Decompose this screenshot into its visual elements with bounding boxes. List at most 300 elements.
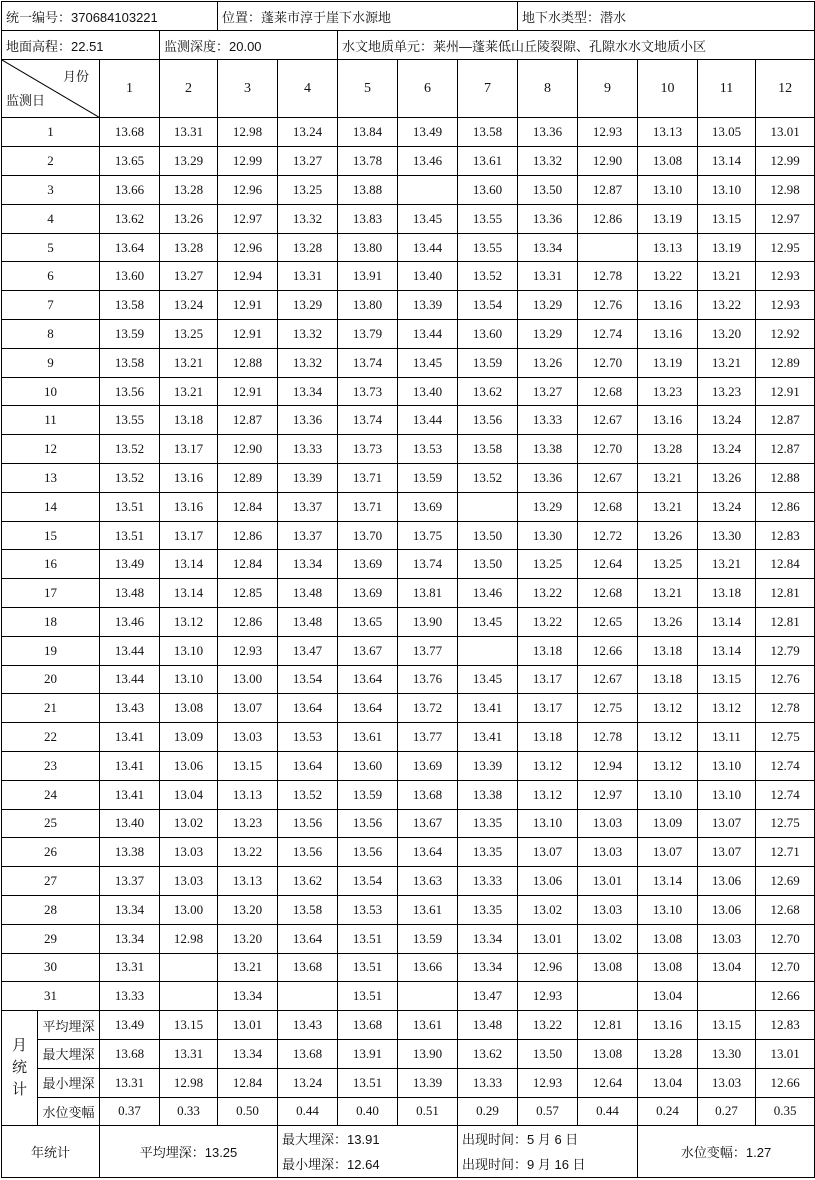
stats-group-char: 计 [11, 1081, 27, 1099]
stats-value-cell: 13.39 [398, 1068, 458, 1097]
depth-value-cell: 13.34 [100, 895, 160, 924]
stats-value-cell: 0.57 [518, 1097, 578, 1126]
depth-value-cell: 13.24 [698, 435, 756, 464]
depth-value-cell: 13.55 [458, 204, 518, 233]
table-row [2, 492, 815, 521]
depth-value-cell: 13.64 [100, 233, 160, 262]
depth-value-cell: 12.64 [578, 550, 638, 579]
depth-value-cell: 13.65 [338, 608, 398, 637]
header-row-2 [2, 31, 815, 60]
depth-value-cell: 13.20 [218, 895, 278, 924]
depth-value-cell: 12.92 [756, 320, 815, 349]
table-row [2, 377, 815, 406]
depth-value-cell: 13.80 [338, 233, 398, 262]
depth-value-cell: 13.03 [218, 723, 278, 752]
day-number: 26 [2, 838, 100, 867]
stats-value-cell: 13.31 [100, 1068, 160, 1097]
stats-value-cell: 0.35 [756, 1097, 815, 1126]
depth-value-cell: 13.16 [638, 320, 698, 349]
depth-value-cell: 13.08 [160, 694, 218, 723]
table-row [2, 924, 815, 953]
depth-value-cell: 13.19 [698, 233, 756, 262]
corner-header [2, 60, 100, 118]
depth-value-cell: 13.54 [278, 665, 338, 694]
depth-value-cell: 12.74 [756, 780, 815, 809]
depth-value-cell: 13.64 [278, 924, 338, 953]
depth-value-cell: 13.06 [160, 751, 218, 780]
depth-value-cell: 12.97 [756, 204, 815, 233]
stats-value-cell: 13.68 [100, 1039, 160, 1068]
stats-value-cell: 13.15 [160, 1011, 218, 1040]
depth-value-cell: 13.53 [398, 435, 458, 464]
depth-value-cell: 13.03 [160, 867, 218, 896]
depth-value-cell: 13.68 [100, 118, 160, 147]
depth-value-cell: 12.90 [578, 147, 638, 176]
day-number: 25 [2, 809, 100, 838]
depth-value-cell: 13.27 [518, 377, 578, 406]
depth-value-cell: 13.56 [278, 838, 338, 867]
depth-value-cell: 12.89 [218, 464, 278, 493]
depth-value-cell: 12.76 [578, 291, 638, 320]
depth-value-cell: 13.64 [338, 665, 398, 694]
depth-value-cell: 13.70 [338, 521, 398, 550]
depth-value-cell [278, 982, 338, 1011]
depth-value-cell: 13.36 [518, 118, 578, 147]
depth-value-cell: 13.29 [518, 291, 578, 320]
depth-value-cell: 13.14 [698, 636, 756, 665]
depth-value-cell: 13.12 [518, 780, 578, 809]
depth-value-cell: 13.17 [518, 665, 578, 694]
depth-value-cell: 13.51 [338, 953, 398, 982]
annual-stats-label: 年统计 [2, 1126, 100, 1178]
depth-value-cell: 13.21 [160, 348, 218, 377]
depth-value-cell: 13.50 [458, 521, 518, 550]
depth-value-cell: 13.23 [638, 377, 698, 406]
depth-value-cell: 13.18 [518, 723, 578, 752]
depth-value-cell [578, 982, 638, 1011]
depth-value-cell: 13.21 [160, 377, 218, 406]
depth-value-cell: 13.36 [278, 406, 338, 435]
depth-value-cell: 13.77 [398, 723, 458, 752]
depth-value-cell: 13.33 [100, 982, 160, 1011]
depth-value-cell: 13.16 [638, 291, 698, 320]
depth-value-cell: 13.13 [638, 118, 698, 147]
depth-value-cell: 13.12 [638, 694, 698, 723]
depth-value-cell: 12.94 [218, 262, 278, 291]
hydrogeologic-unit-label: 水文地质单元：莱州—蓬莱低山丘陵裂隙、孔隙水水文地质小区 [338, 31, 815, 60]
depth-value-cell: 13.55 [100, 406, 160, 435]
depth-value-cell: 13.39 [278, 464, 338, 493]
day-number: 24 [2, 780, 100, 809]
depth-value-cell: 13.59 [398, 464, 458, 493]
depth-value-cell: 13.16 [638, 406, 698, 435]
stats-value-cell: 13.03 [698, 1068, 756, 1097]
depth-value-cell: 13.38 [100, 838, 160, 867]
annual-max-depth: 最大埋深：13.91 [282, 1131, 380, 1147]
depth-value-cell: 13.64 [398, 838, 458, 867]
depth-value-cell: 13.08 [638, 924, 698, 953]
depth-value-cell: 13.88 [338, 176, 398, 205]
depth-value-cell: 13.01 [518, 924, 578, 953]
depth-value-cell: 12.88 [218, 348, 278, 377]
depth-value-cell: 13.12 [160, 608, 218, 637]
day-number: 7 [2, 291, 100, 320]
depth-value-cell: 12.88 [756, 464, 815, 493]
depth-value-cell: 12.87 [756, 435, 815, 464]
depth-value-cell: 12.97 [218, 204, 278, 233]
location-label: 位置：蓬莱市淳于崖下水源地 [218, 2, 518, 31]
depth-value-cell: 12.93 [756, 291, 815, 320]
depth-value-cell: 13.03 [698, 924, 756, 953]
depth-value-cell: 12.97 [578, 780, 638, 809]
depth-value-cell: 12.91 [218, 320, 278, 349]
depth-value-cell: 13.32 [518, 147, 578, 176]
station-id-label: 统一编号：370684103221 [2, 2, 218, 31]
stats-value-cell: 13.68 [338, 1011, 398, 1040]
month-header: 8 [518, 60, 578, 118]
depth-value-cell: 13.56 [278, 809, 338, 838]
depth-value-cell: 13.08 [638, 953, 698, 982]
stats-group-char: 统 [11, 1059, 27, 1077]
depth-value-cell: 13.07 [518, 838, 578, 867]
depth-value-cell: 13.77 [398, 636, 458, 665]
stats-value-cell: 0.44 [278, 1097, 338, 1126]
depth-value-cell: 13.62 [278, 867, 338, 896]
stats-value-cell: 12.64 [578, 1068, 638, 1097]
month-header: 12 [756, 60, 815, 118]
depth-value-cell: 12.85 [218, 579, 278, 608]
depth-value-cell: 13.13 [638, 233, 698, 262]
depth-value-cell: 13.21 [218, 953, 278, 982]
stats-value-cell: 13.49 [100, 1011, 160, 1040]
depth-value-cell: 13.52 [458, 464, 518, 493]
stats-value-cell: 13.01 [756, 1039, 815, 1068]
depth-value-cell: 13.55 [458, 233, 518, 262]
depth-value-cell: 13.25 [278, 176, 338, 205]
depth-value-cell: 12.98 [160, 924, 218, 953]
max-occurrence-time: 出现时间：5 月 6 日 [462, 1131, 579, 1147]
depth-value-cell: 13.30 [518, 521, 578, 550]
depth-value-cell: 12.79 [756, 636, 815, 665]
depth-value-cell: 13.69 [398, 492, 458, 521]
depth-value-cell: 13.24 [278, 118, 338, 147]
depth-value-cell: 13.01 [756, 118, 815, 147]
stats-value-cell: 12.81 [578, 1011, 638, 1040]
depth-value-cell: 13.40 [398, 377, 458, 406]
day-number: 9 [2, 348, 100, 377]
depth-value-cell: 13.35 [458, 838, 518, 867]
stats-value-cell: 0.24 [638, 1097, 698, 1126]
depth-value-cell: 12.70 [756, 924, 815, 953]
depth-value-cell: 13.29 [518, 492, 578, 521]
depth-value-cell: 12.76 [756, 665, 815, 694]
depth-value-cell: 13.12 [518, 751, 578, 780]
depth-value-cell: 13.22 [518, 579, 578, 608]
depth-value-cell: 12.93 [218, 636, 278, 665]
depth-value-cell: 13.34 [458, 924, 518, 953]
depth-value-cell: 13.06 [698, 895, 756, 924]
depth-value-cell: 12.98 [756, 176, 815, 205]
depth-value-cell: 13.69 [338, 550, 398, 579]
month-header: 7 [458, 60, 518, 118]
depth-value-cell: 12.89 [756, 348, 815, 377]
depth-value-cell: 13.45 [458, 665, 518, 694]
depth-value-cell: 13.10 [698, 780, 756, 809]
table-row [2, 895, 815, 924]
day-number: 29 [2, 924, 100, 953]
depth-value-cell: 13.45 [458, 608, 518, 637]
depth-value-cell: 12.68 [578, 492, 638, 521]
depth-value-cell: 12.86 [578, 204, 638, 233]
depth-value-cell: 13.17 [160, 521, 218, 550]
depth-value-cell: 12.67 [578, 406, 638, 435]
table-row [2, 751, 815, 780]
depth-value-cell: 13.80 [338, 291, 398, 320]
depth-value-cell: 12.68 [578, 377, 638, 406]
month-header: 4 [278, 60, 338, 118]
table-row [2, 780, 815, 809]
depth-value-cell: 13.21 [698, 262, 756, 291]
depth-value-cell: 13.52 [458, 262, 518, 291]
depth-value-cell: 12.78 [578, 262, 638, 291]
depth-value-cell: 12.66 [756, 982, 815, 1011]
depth-value-cell: 13.34 [100, 924, 160, 953]
depth-value-cell: 13.01 [578, 867, 638, 896]
depth-value-cell: 13.37 [278, 492, 338, 521]
stats-value-cell: 0.44 [578, 1097, 638, 1126]
depth-value-cell: 13.20 [218, 924, 278, 953]
depth-value-cell: 12.84 [218, 550, 278, 579]
depth-value-cell: 13.30 [698, 521, 756, 550]
depth-value-cell: 12.99 [218, 147, 278, 176]
depth-value-cell: 13.32 [278, 320, 338, 349]
depth-value-cell: 13.46 [100, 608, 160, 637]
table-row [2, 723, 815, 752]
depth-value-cell: 12.67 [578, 464, 638, 493]
table-row [2, 809, 815, 838]
depth-value-cell: 13.91 [338, 262, 398, 291]
depth-value-cell: 13.21 [638, 579, 698, 608]
stats-row [2, 1097, 815, 1126]
day-number: 27 [2, 867, 100, 896]
depth-value-cell: 13.79 [338, 320, 398, 349]
table-row [2, 118, 815, 147]
depth-value-cell: 12.71 [756, 838, 815, 867]
depth-value-cell [698, 982, 756, 1011]
depth-value-cell: 13.34 [278, 550, 338, 579]
depth-value-cell: 13.10 [698, 176, 756, 205]
depth-value-cell: 13.25 [638, 550, 698, 579]
day-number: 11 [2, 406, 100, 435]
depth-value-cell: 13.68 [278, 953, 338, 982]
depth-value-cell: 13.64 [278, 694, 338, 723]
table-row [2, 348, 815, 377]
month-header: 10 [638, 60, 698, 118]
depth-value-cell: 13.04 [160, 780, 218, 809]
stats-value-cell: 13.33 [458, 1068, 518, 1097]
month-header: 9 [578, 60, 638, 118]
stats-value-cell: 0.50 [218, 1097, 278, 1126]
depth-value-cell: 12.96 [218, 233, 278, 262]
depth-value-cell: 13.12 [698, 694, 756, 723]
depth-value-cell: 13.19 [638, 348, 698, 377]
stats-value-cell: 13.91 [338, 1039, 398, 1068]
stats-value-cell: 13.24 [278, 1068, 338, 1097]
depth-value-cell: 13.34 [518, 233, 578, 262]
depth-value-cell: 13.31 [160, 118, 218, 147]
depth-value-cell: 13.43 [100, 694, 160, 723]
stats-value-cell: 13.28 [638, 1039, 698, 1068]
depth-value-cell: 13.46 [458, 579, 518, 608]
depth-value-cell: 13.34 [458, 953, 518, 982]
day-number: 19 [2, 636, 100, 665]
stats-value-cell: 13.61 [398, 1011, 458, 1040]
depth-value-cell: 13.23 [698, 377, 756, 406]
depth-value-cell: 13.10 [160, 665, 218, 694]
month-header: 3 [218, 60, 278, 118]
stats-value-cell: 13.51 [338, 1068, 398, 1097]
depth-value-cell: 13.78 [338, 147, 398, 176]
depth-value-cell: 13.51 [338, 924, 398, 953]
month-header: 5 [338, 60, 398, 118]
depth-value-cell: 13.18 [160, 406, 218, 435]
depth-value-cell: 13.39 [398, 291, 458, 320]
depth-value-cell: 12.70 [578, 348, 638, 377]
depth-value-cell: 13.33 [278, 435, 338, 464]
depth-value-cell: 13.52 [100, 464, 160, 493]
depth-value-cell: 13.48 [278, 579, 338, 608]
depth-value-cell: 13.83 [338, 204, 398, 233]
depth-value-cell: 13.22 [218, 838, 278, 867]
depth-value-cell: 12.87 [756, 406, 815, 435]
depth-value-cell: 13.18 [638, 636, 698, 665]
depth-value-cell: 13.33 [458, 867, 518, 896]
depth-value-cell: 13.08 [578, 953, 638, 982]
month-header: 6 [398, 60, 458, 118]
stats-value-cell: 12.84 [218, 1068, 278, 1097]
depth-value-cell: 13.07 [638, 838, 698, 867]
annual-max-min-depth [278, 1126, 458, 1178]
depth-value-cell: 13.27 [278, 147, 338, 176]
day-number: 30 [2, 953, 100, 982]
table-row [2, 320, 815, 349]
depth-value-cell: 13.36 [518, 464, 578, 493]
depth-value-cell: 13.56 [338, 838, 398, 867]
depth-value-cell [578, 233, 638, 262]
day-number: 28 [2, 895, 100, 924]
depth-value-cell: 13.61 [338, 723, 398, 752]
depth-value-cell: 13.27 [160, 262, 218, 291]
depth-value-cell: 13.26 [698, 464, 756, 493]
depth-value-cell: 13.06 [698, 867, 756, 896]
table-row [2, 147, 815, 176]
annual-occurrence-times [458, 1126, 638, 1178]
depth-value-cell: 13.44 [398, 233, 458, 262]
depth-value-cell: 13.26 [160, 204, 218, 233]
depth-value-cell: 12.70 [756, 953, 815, 982]
header-row-1 [2, 2, 815, 31]
depth-value-cell: 12.86 [218, 608, 278, 637]
depth-value-cell: 12.65 [578, 608, 638, 637]
depth-value-cell: 13.07 [218, 694, 278, 723]
depth-value-cell: 13.90 [398, 608, 458, 637]
depth-value-cell: 13.26 [518, 348, 578, 377]
depth-value-cell: 13.64 [278, 751, 338, 780]
depth-value-cell: 13.37 [100, 867, 160, 896]
depth-value-cell: 13.56 [338, 809, 398, 838]
depth-value-cell: 13.35 [458, 895, 518, 924]
depth-value-cell: 13.09 [160, 723, 218, 752]
depth-value-cell: 13.54 [338, 867, 398, 896]
stats-value-cell: 0.51 [398, 1097, 458, 1126]
depth-value-cell: 13.71 [338, 464, 398, 493]
depth-value-cell: 13.58 [100, 348, 160, 377]
depth-value-cell: 13.41 [100, 723, 160, 752]
table-row [2, 176, 815, 205]
depth-value-cell: 13.44 [100, 636, 160, 665]
depth-value-cell: 13.66 [100, 176, 160, 205]
stats-value-cell: 13.08 [578, 1039, 638, 1068]
stats-value-cell: 13.04 [638, 1068, 698, 1097]
day-number: 12 [2, 435, 100, 464]
depth-value-cell: 13.66 [398, 953, 458, 982]
depth-value-cell: 13.63 [398, 867, 458, 896]
day-number: 10 [2, 377, 100, 406]
depth-value-cell: 12.87 [218, 406, 278, 435]
table-row [2, 464, 815, 493]
depth-value-cell: 12.67 [578, 665, 638, 694]
table-row [2, 867, 815, 896]
stats-label: 水位变幅 [38, 1097, 100, 1126]
depth-value-cell: 12.69 [756, 867, 815, 896]
day-number: 17 [2, 579, 100, 608]
depth-value-cell: 13.65 [100, 147, 160, 176]
depth-value-cell: 13.54 [458, 291, 518, 320]
depth-value-cell [458, 636, 518, 665]
depth-value-cell: 12.84 [218, 492, 278, 521]
depth-value-cell: 13.14 [638, 867, 698, 896]
depth-value-cell: 13.10 [638, 895, 698, 924]
table-row [2, 204, 815, 233]
depth-value-cell: 13.47 [278, 636, 338, 665]
depth-value-cell: 13.84 [338, 118, 398, 147]
depth-value-cell: 13.56 [100, 377, 160, 406]
depth-value-cell: 13.21 [638, 492, 698, 521]
stats-value-cell: 13.62 [458, 1039, 518, 1068]
stats-value-cell: 13.31 [160, 1039, 218, 1068]
stats-label: 最大埋深 [38, 1039, 100, 1068]
stats-value-cell: 12.83 [756, 1011, 815, 1040]
depth-value-cell: 13.24 [698, 406, 756, 435]
depth-value-cell: 13.51 [100, 521, 160, 550]
depth-value-cell: 12.81 [756, 579, 815, 608]
depth-value-cell: 13.22 [698, 291, 756, 320]
table-row [2, 665, 815, 694]
depth-value-cell: 12.95 [756, 233, 815, 262]
depth-value-cell: 13.47 [458, 982, 518, 1011]
stats-value-cell: 12.98 [160, 1068, 218, 1097]
depth-value-cell: 13.06 [518, 867, 578, 896]
stats-value-cell: 13.01 [218, 1011, 278, 1040]
depth-value-cell: 13.59 [100, 320, 160, 349]
depth-value-cell: 13.00 [218, 665, 278, 694]
depth-value-cell: 13.48 [278, 608, 338, 637]
depth-value-cell: 13.59 [338, 780, 398, 809]
depth-value-cell: 13.56 [458, 406, 518, 435]
depth-value-cell: 13.51 [100, 492, 160, 521]
depth-value-cell: 13.21 [638, 464, 698, 493]
depth-value-cell: 13.60 [338, 751, 398, 780]
